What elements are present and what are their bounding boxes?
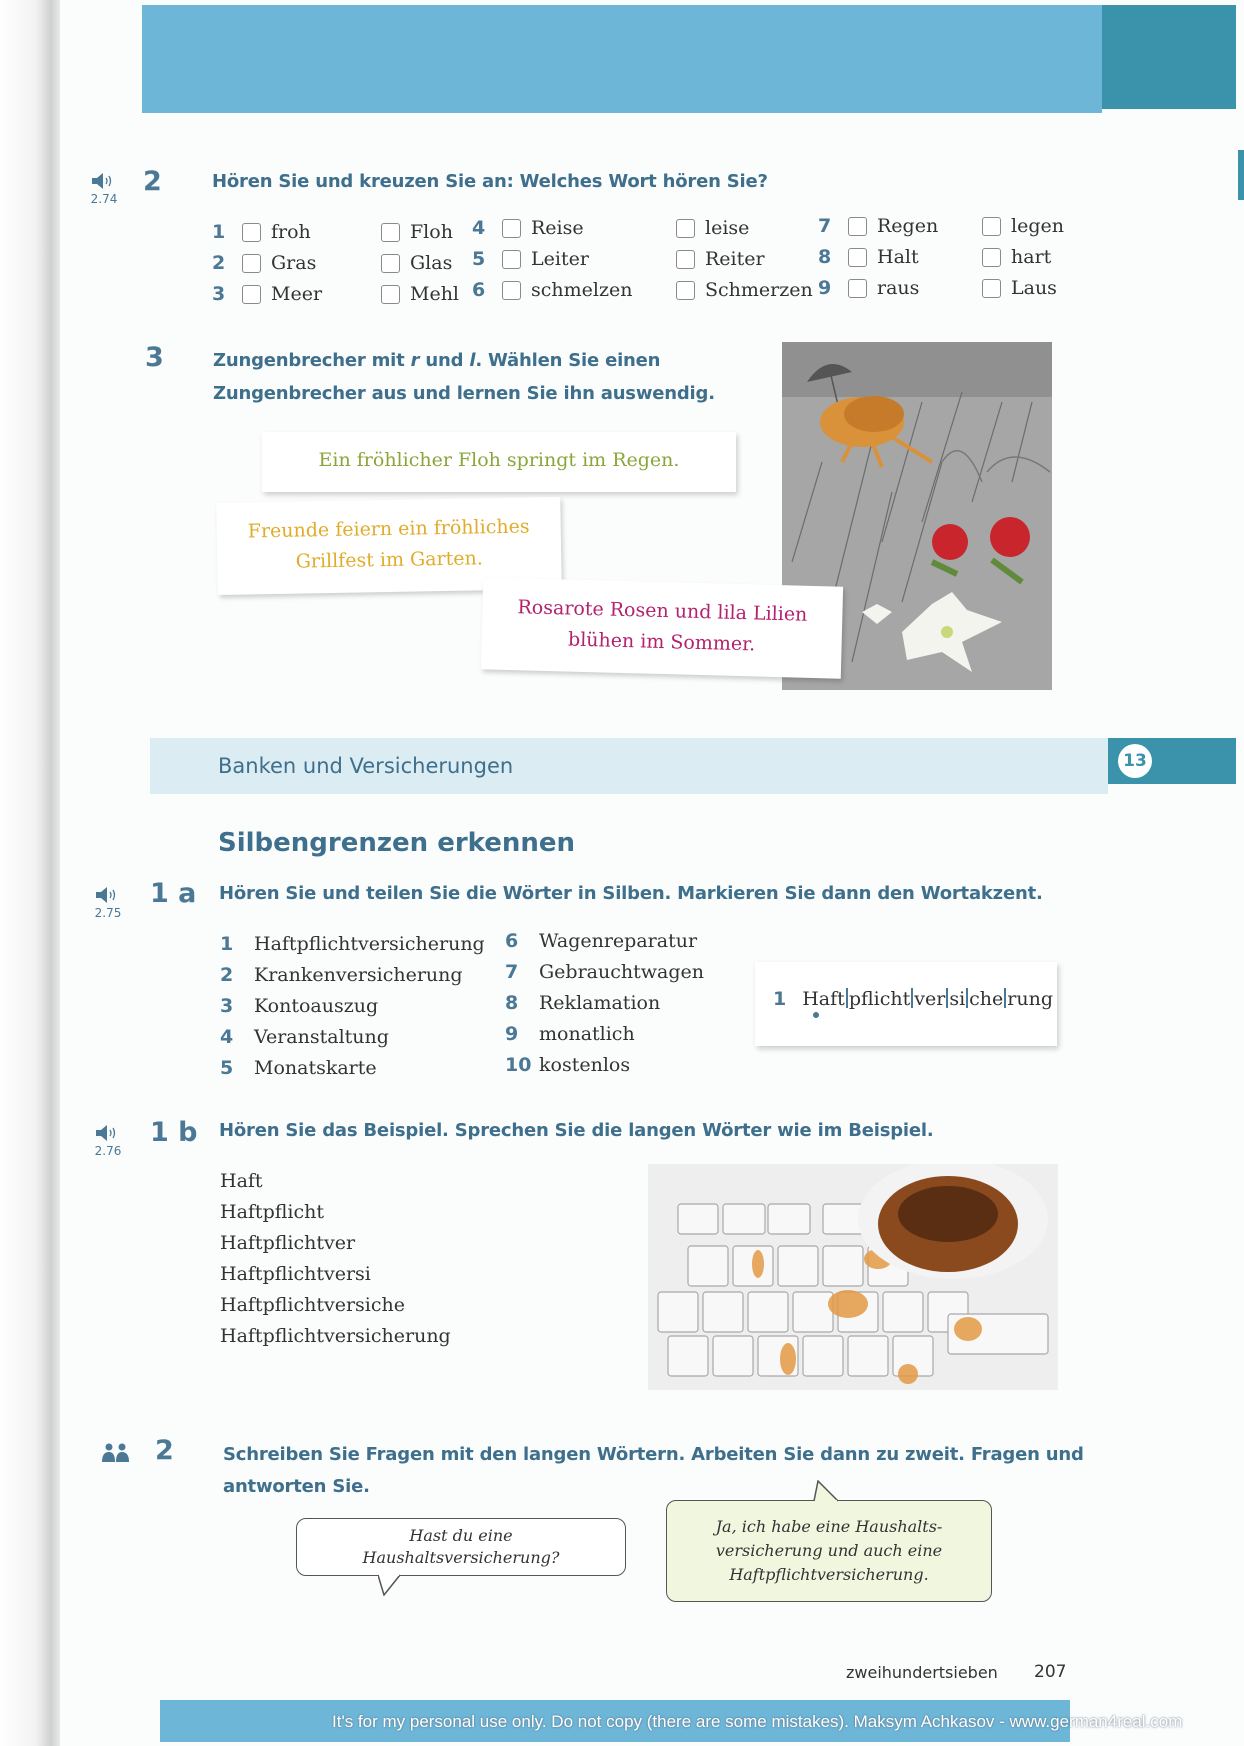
item-number: 6 bbox=[472, 279, 486, 301]
item-number: 3 bbox=[212, 283, 226, 305]
bubble-text: Haftpflichtversicherung. bbox=[729, 1565, 929, 1584]
choice-row bbox=[212, 218, 453, 246]
exercise-number: 1 a bbox=[150, 878, 197, 909]
word-number: 8 bbox=[505, 991, 519, 1014]
instruction-letter-r: r bbox=[410, 350, 420, 371]
word-text: Gebrauchtwagen bbox=[539, 960, 704, 983]
bubble-text: versicherung und auch eine bbox=[715, 1541, 943, 1560]
checkbox[interactable] bbox=[502, 219, 521, 238]
choice-word: Halt bbox=[877, 246, 919, 268]
syllable-divider bbox=[846, 988, 848, 1008]
word-item bbox=[505, 925, 704, 956]
choice-word: froh bbox=[271, 221, 311, 243]
checkbox[interactable] bbox=[381, 223, 400, 242]
page-heading: Silbengrenzen erkennen bbox=[218, 828, 576, 858]
item-number: 8 bbox=[818, 246, 832, 268]
checkbox[interactable] bbox=[242, 223, 261, 242]
tongue-twister-text: Rosarote Rosen und lila Lilien bbox=[517, 596, 808, 626]
item-number: 1 bbox=[212, 221, 226, 243]
coffee-spilled-keyboard-photo bbox=[648, 1164, 1058, 1390]
checkbox[interactable] bbox=[982, 279, 1001, 298]
word-number: 5 bbox=[220, 1056, 234, 1079]
word-item bbox=[505, 956, 704, 987]
tongue-twister-text: blühen im Sommer. bbox=[567, 628, 756, 656]
word-text: Monatskarte bbox=[254, 1056, 377, 1079]
item-number: 5 bbox=[472, 248, 486, 270]
top-color-band bbox=[142, 5, 1102, 113]
choice-row bbox=[472, 276, 813, 304]
word-item bbox=[505, 1018, 704, 1049]
checkbox[interactable] bbox=[381, 285, 400, 304]
syllable-divider bbox=[946, 988, 948, 1008]
word-build-item: Haftpflichtversicherung bbox=[220, 1325, 451, 1347]
choice-row bbox=[472, 245, 765, 273]
exercise-instruction bbox=[223, 1439, 1084, 1503]
syllable-example bbox=[802, 988, 1053, 1010]
checkbox[interactable] bbox=[502, 250, 521, 269]
speaker-icon bbox=[95, 886, 121, 904]
instruction-text: Zungenbrecher aus und lernen Sie ihn auswendig. bbox=[213, 383, 715, 404]
checkbox[interactable] bbox=[502, 281, 521, 300]
speech-bubble-question bbox=[296, 1518, 626, 1576]
word-text: Reklamation bbox=[539, 991, 661, 1014]
choice-word: Laus bbox=[1011, 277, 1057, 299]
tongue-twister-text: Freunde feiern ein fröhliches bbox=[247, 515, 530, 543]
instruction-text: und bbox=[419, 350, 470, 371]
tongue-twister-text: Grillfest im Garten. bbox=[295, 547, 483, 573]
checkbox[interactable] bbox=[848, 248, 867, 267]
tongue-twister-card[interactable] bbox=[481, 577, 843, 678]
word-item bbox=[220, 1052, 485, 1083]
word-build-list bbox=[220, 1170, 451, 1356]
audio-track-number: 2.74 bbox=[90, 192, 118, 206]
syllable-divider bbox=[1004, 988, 1006, 1008]
word-text: monatlich bbox=[539, 1022, 635, 1045]
speech-bubble-answer bbox=[666, 1500, 992, 1602]
exercise-number: 1 b bbox=[150, 1117, 198, 1148]
syllable-divider bbox=[911, 988, 913, 1008]
choice-word: leise bbox=[705, 217, 750, 239]
choice-word: hart bbox=[1011, 246, 1052, 268]
word-number: 1 bbox=[220, 932, 234, 955]
word-list-left bbox=[220, 928, 485, 1083]
instruction-text: antworten Sie. bbox=[223, 1476, 370, 1497]
word-number: 7 bbox=[505, 960, 519, 983]
instruction-text: . Wählen Sie einen bbox=[475, 350, 661, 371]
word-text: kostenlos bbox=[539, 1053, 631, 1076]
word-text: Kontoauszug bbox=[254, 994, 379, 1017]
word-text: Veranstaltung bbox=[254, 1025, 389, 1048]
word-item bbox=[220, 928, 485, 959]
page-number-word: zweihundertsieben bbox=[846, 1663, 998, 1682]
keyboard-photo-icon bbox=[648, 1164, 1058, 1390]
word-item bbox=[505, 987, 704, 1018]
exercise-number: 2 bbox=[155, 1435, 174, 1466]
example-number: 1 bbox=[773, 988, 787, 1010]
speaker-icon bbox=[91, 172, 117, 190]
word-build-item: Haftpflichtversi bbox=[220, 1263, 371, 1285]
choice-word: Reiter bbox=[705, 248, 765, 270]
syllable: rung bbox=[1007, 988, 1053, 1010]
item-number: 4 bbox=[472, 217, 486, 239]
stress-dot bbox=[813, 1012, 819, 1018]
audio-track-2-76[interactable] bbox=[86, 1124, 130, 1158]
checkbox[interactable] bbox=[982, 248, 1001, 267]
choice-word: Leiter bbox=[531, 248, 589, 270]
book-gutter bbox=[0, 0, 60, 1746]
word-text: Wagenreparatur bbox=[539, 929, 698, 952]
audio-track-number: 2.76 bbox=[94, 1144, 122, 1158]
choice-word: Glas bbox=[410, 252, 453, 274]
word-item bbox=[220, 959, 485, 990]
checkbox[interactable] bbox=[242, 285, 261, 304]
choice-row bbox=[818, 212, 1064, 240]
item-number: 7 bbox=[818, 215, 832, 237]
choice-word: Regen bbox=[877, 215, 939, 237]
syllable: si bbox=[949, 988, 966, 1010]
page-edge-marker bbox=[1238, 150, 1244, 200]
exercise-number: 3 bbox=[145, 342, 164, 373]
syllable: che bbox=[969, 988, 1004, 1010]
bubble-tail-icon bbox=[378, 1574, 404, 1596]
word-build-item: Haftpflichtver bbox=[220, 1232, 356, 1254]
tongue-twister-text: Ein fröhlicher Floh springt im Regen. bbox=[318, 449, 680, 471]
checkbox[interactable] bbox=[676, 219, 695, 238]
exercise-instruction: Hören Sie und kreuzen Sie an: Welches Wort hören Sie? bbox=[212, 171, 768, 192]
section-title: Banken und Versicherungen bbox=[218, 754, 514, 778]
unit-number: 13 bbox=[1118, 744, 1152, 778]
word-text: Krankenversicherung bbox=[254, 963, 463, 986]
checkbox[interactable] bbox=[676, 281, 695, 300]
checkbox[interactable] bbox=[676, 250, 695, 269]
speaker-icon bbox=[95, 1124, 121, 1142]
exercise-instruction: Hören Sie und teilen Sie die Wörter in Silben. Markieren Sie dann den Wortakzent. bbox=[219, 883, 1043, 904]
exercise-number: 2 bbox=[143, 166, 162, 197]
choice-word: Gras bbox=[271, 252, 317, 274]
word-number: 3 bbox=[220, 994, 234, 1017]
word-item bbox=[220, 990, 485, 1021]
instruction-letter-l: l bbox=[469, 350, 476, 371]
word-number: 6 bbox=[505, 929, 519, 952]
word-item bbox=[505, 1049, 704, 1080]
syllable-example-card bbox=[755, 962, 1057, 1046]
word-number: 9 bbox=[505, 1022, 519, 1045]
word-item bbox=[220, 1021, 485, 1052]
audio-track-2-75[interactable] bbox=[86, 886, 130, 920]
syllable: pflicht bbox=[848, 988, 911, 1010]
partner-work-icon bbox=[102, 1443, 130, 1463]
word-build-item: Haftpflichtversiche bbox=[220, 1294, 405, 1316]
choice-word: legen bbox=[1011, 215, 1064, 237]
word-text: Haftpflichtversicherung bbox=[254, 932, 485, 955]
page-number: 207 bbox=[1034, 1662, 1067, 1682]
choice-row bbox=[818, 243, 1051, 271]
item-number: 2 bbox=[212, 252, 226, 274]
syllable: Haft bbox=[802, 988, 845, 1010]
checkbox[interactable] bbox=[848, 279, 867, 298]
choice-row bbox=[818, 274, 1057, 302]
choice-row bbox=[212, 280, 459, 308]
bubble-text: Hast du eine bbox=[409, 1526, 513, 1545]
item-number: 9 bbox=[818, 277, 832, 299]
syllable-divider bbox=[966, 988, 968, 1008]
choice-word: Mehl bbox=[410, 283, 460, 305]
word-build-item: Haft bbox=[220, 1170, 263, 1192]
choice-word: Floh bbox=[410, 221, 453, 243]
tongue-twister-card[interactable] bbox=[262, 432, 736, 492]
checkbox[interactable] bbox=[848, 217, 867, 236]
exercise-instruction: Hören Sie das Beispiel. Sprechen Sie die langen Wörter wie im Beispiel. bbox=[219, 1120, 934, 1141]
choice-word: Meer bbox=[271, 283, 323, 305]
checkbox[interactable] bbox=[381, 254, 400, 273]
instruction-text: Zungenbrecher mit bbox=[213, 350, 411, 371]
bubble-text: Haushaltsversicherung? bbox=[362, 1548, 560, 1567]
instruction-text: Schreiben Sie Fragen mit den langen Wörtern. Arbeiten Sie dann zu zweit. Fragen und bbox=[223, 1444, 1084, 1465]
word-list-right bbox=[505, 925, 704, 1080]
choice-row bbox=[472, 214, 749, 242]
checkbox[interactable] bbox=[242, 254, 261, 273]
choice-word: Reise bbox=[531, 217, 584, 239]
bubble-text: Ja, ich habe eine Haushalts- bbox=[715, 1517, 943, 1536]
choice-word: raus bbox=[877, 277, 920, 299]
word-number: 2 bbox=[220, 963, 234, 986]
word-build-item: Haftpflicht bbox=[220, 1201, 324, 1223]
choice-word: schmelzen bbox=[531, 279, 633, 301]
exercise-instruction bbox=[213, 344, 715, 410]
audio-track-number: 2.75 bbox=[94, 906, 122, 920]
word-number: 10 bbox=[505, 1053, 532, 1076]
top-color-band-dark bbox=[1102, 5, 1236, 109]
word-number: 4 bbox=[220, 1025, 234, 1048]
choice-row bbox=[212, 249, 452, 277]
syllable: ver bbox=[914, 988, 946, 1010]
checkbox[interactable] bbox=[982, 217, 1001, 236]
audio-track-2-74[interactable] bbox=[82, 172, 126, 206]
watermark-text: It's for my personal use only. Do not copy (there are some mistakes). Maksym Achkasov - www.german4real.com bbox=[332, 1712, 1183, 1731]
choice-word: Schmerzen bbox=[705, 279, 813, 301]
bubble-tail-icon bbox=[810, 1480, 840, 1502]
